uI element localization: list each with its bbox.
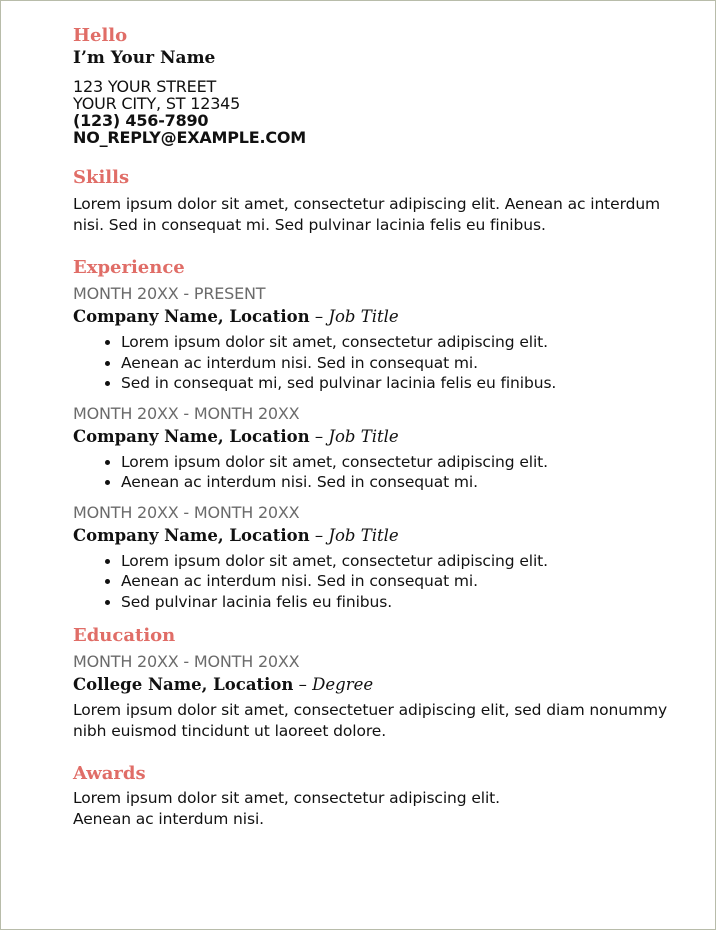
awards-heading: Awards: [73, 763, 146, 784]
list-item: • Lorem ipsum dolor sit amet, consectetur adipiscing elit.: [121, 452, 683, 473]
entry-dates: MONTH 20XX - MONTH 20XX: [73, 502, 300, 522]
experience-heading: Experience: [73, 257, 185, 278]
street-address: 123 YOUR STREET: [73, 77, 217, 96]
job-title: Job Title: [328, 525, 399, 545]
phone-number: (123) 456-7890: [73, 111, 209, 130]
list-item: • Sed in consequat mi, sed pulvinar lacinia felis eu finibus.: [121, 373, 683, 394]
name-line: I’m Your Name: [73, 48, 216, 68]
degree: Degree: [312, 675, 374, 694]
skills-heading: Skills: [73, 167, 130, 188]
experience-section: [73, 258, 683, 612]
awards-section: [73, 764, 683, 830]
list-item: • Lorem ipsum dolor sit amet, consectetur adipiscing elit.: [121, 332, 683, 353]
role-separator: –: [293, 675, 313, 694]
email-address: NO_REPLY@EXAMPLE.COM: [73, 128, 307, 147]
education-text: Lorem ipsum dolor sit amet, consectetuer adipiscing elit, sed diam nonummy nibh euismod tincidunt ut laoreet dolore.: [73, 701, 668, 740]
entry-role: [73, 525, 683, 547]
college-location: College Name, Location: [73, 675, 294, 694]
experience-entry: [73, 404, 683, 493]
role-separator: –: [309, 525, 329, 545]
education-dates: MONTH 20XX - MONTH 20XX: [73, 652, 300, 671]
experience-entry: [73, 503, 683, 613]
list-item: • Aenean ac interdum nisi. Sed in consequat mi.: [121, 571, 683, 592]
job-title: Job Title: [328, 307, 399, 326]
entry-dates: MONTH 20XX - PRESENT: [73, 284, 266, 303]
awards-line-1: Lorem ipsum dolor sit amet, consectetur adipiscing elit.: [73, 789, 500, 807]
resume-document: [73, 26, 683, 830]
awards-text: [73, 788, 683, 830]
company-location: Company Name, Location: [73, 525, 310, 545]
role-separator: –: [309, 426, 329, 446]
education-section: [73, 626, 683, 742]
list-item: • Sed pulvinar lacinia felis eu finibus.: [121, 592, 683, 613]
entry-bullets: [73, 452, 683, 493]
role-separator: –: [309, 307, 329, 326]
experience-entry: [73, 284, 683, 394]
header-section: [73, 26, 683, 146]
company-location: Company Name, Location: [73, 307, 310, 326]
awards-line-2: Aenean ac interdum nisi.: [73, 810, 264, 828]
education-role: [73, 674, 683, 696]
education-heading: Education: [73, 625, 176, 646]
entry-role: [73, 306, 683, 328]
skills-section: [73, 168, 683, 236]
list-item: • Aenean ac interdum nisi. Sed in consequat mi.: [121, 353, 683, 374]
greeting-heading: Hello: [73, 25, 128, 46]
entry-dates: MONTH 20XX - MONTH 20XX: [73, 403, 300, 423]
job-title: Job Title: [328, 426, 399, 446]
skills-text: Lorem ipsum dolor sit amet, consectetur adipiscing elit. Aenean ac interdum nisi. Sed in consequat mi. Sed pulvinar lacinia felis eu finibus.: [73, 195, 661, 234]
city-state-zip: YOUR CITY, ST 12345: [73, 94, 241, 113]
company-location: Company Name, Location: [73, 426, 310, 446]
entry-bullets: [73, 332, 683, 394]
list-item: • Lorem ipsum dolor sit amet, consectetur adipiscing elit.: [121, 551, 683, 572]
entry-role: [73, 426, 683, 448]
entry-bullets: [73, 551, 683, 613]
list-item: • Aenean ac interdum nisi. Sed in consequat mi.: [121, 472, 683, 493]
